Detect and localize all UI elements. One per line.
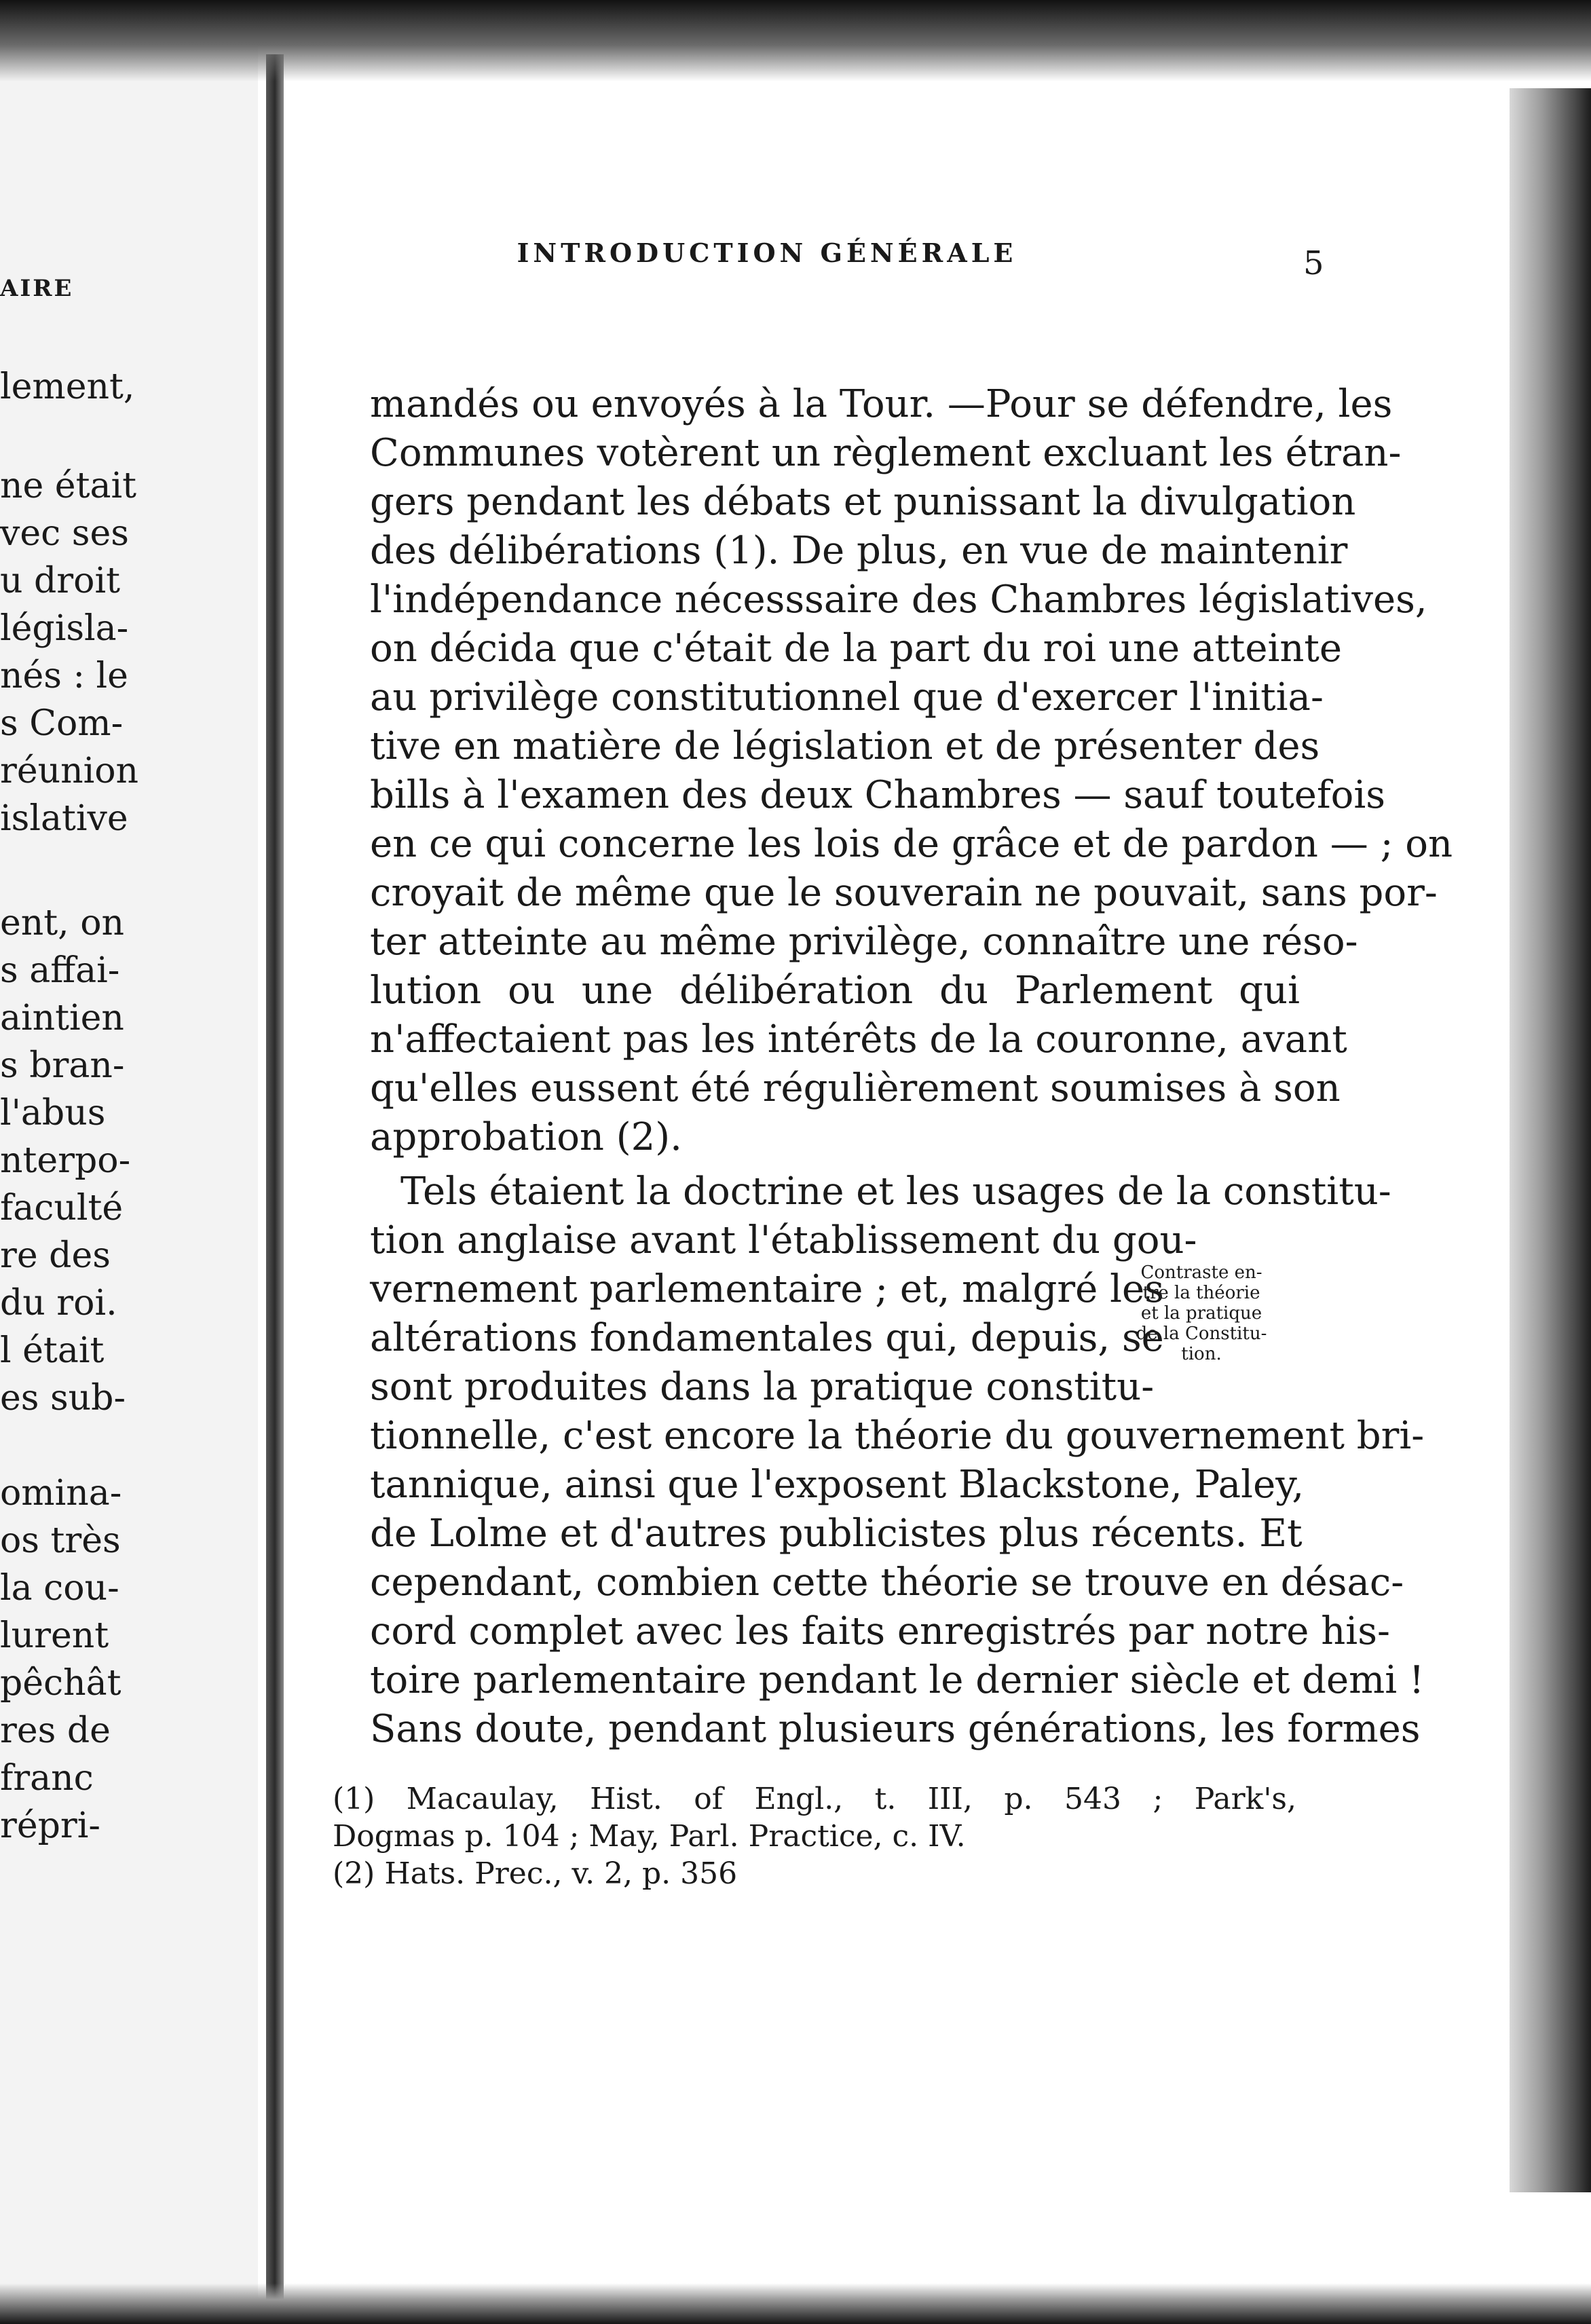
page-edge-shadow — [1510, 88, 1591, 2192]
body-line: l'indépendance nécesssaire des Chambres législatives, — [370, 578, 1427, 622]
left-line: la cou- — [0, 1568, 119, 1609]
left-line: u droit — [0, 561, 120, 601]
left-line: os très — [0, 1520, 121, 1561]
body-line: cependant, combien cette théorie se trouve en désac- — [370, 1560, 1404, 1605]
book-gutter — [266, 54, 284, 2324]
margin-note-line: de la Constitu- — [1136, 1324, 1267, 1344]
body-line: des délibérations (1). De plus, en vue de maintenir — [370, 529, 1348, 573]
left-line: nés : le — [0, 656, 128, 696]
body-line: mandés ou envoyés à la Tour. —Pour se défendre, les — [370, 382, 1393, 426]
left-line: lement, — [0, 367, 135, 407]
body-line: sont produites dans la pratique constitu- — [370, 1365, 1155, 1409]
body-line: tannique, ainsi que l'exposent Blackstone, Paley, — [370, 1463, 1305, 1507]
body-line: Tels étaient la doctrine et les usages de la constitu- — [400, 1169, 1391, 1214]
left-line: vec ses — [0, 513, 129, 554]
body-line: Communes votèrent un règlement excluant les étran- — [370, 431, 1402, 475]
left-line: du roi. — [0, 1283, 117, 1324]
footnote-line: (2) Hats. Prec., v. 2, p. 356 — [333, 1856, 738, 1891]
body-line: Sans doute, pendant plusieurs générations, les formes — [370, 1707, 1421, 1751]
footnote-line: Dogmas p. 104 ; May, Parl. Practice, c. IV. — [333, 1819, 966, 1854]
body-line: tive en matière de législation et de présenter des — [370, 724, 1320, 768]
footnote-line: (1) Macaulay, Hist. of Engl., t. III, p. 543 ; Park's, — [333, 1782, 1296, 1816]
left-line: es sub- — [0, 1378, 126, 1419]
left-line: omina- — [0, 1473, 122, 1514]
margin-note — [1100, 1262, 1303, 1364]
left-line: faculté — [0, 1188, 124, 1229]
left-line: lurent — [0, 1615, 109, 1656]
body-line: cord complet avec les faits enregistrés par notre his- — [370, 1609, 1390, 1653]
left-line: législa- — [0, 608, 129, 649]
left-line: franc — [0, 1758, 94, 1799]
bottom-scan-shadow — [0, 2283, 1591, 2324]
left-line: res de — [0, 1710, 111, 1751]
left-line: l était — [0, 1330, 105, 1371]
left-line: s bran- — [0, 1045, 125, 1086]
body-line: vernement parlementaire ; et, malgré les — [370, 1267, 1164, 1311]
body-line: approbation (2). — [370, 1115, 682, 1159]
top-scan-shadow — [0, 0, 1591, 81]
body-line: toire parlementaire pendant le dernier siècle et demi ! — [370, 1658, 1425, 1702]
left-line: pêchât — [0, 1663, 121, 1704]
body-line: bills à l'examen des deux Chambres — sauf toutefois — [370, 773, 1386, 817]
running-head: INTRODUCTION GÉNÉRALE — [517, 238, 1017, 268]
left-line: islative — [0, 798, 128, 839]
left-line: aintien — [0, 998, 124, 1038]
body-line: qu'elles eussent été régulièrement soumises à son — [370, 1066, 1341, 1110]
body-line: ter atteinte au même privilège, connaître une réso- — [370, 920, 1358, 964]
left-line: l'abus — [0, 1093, 106, 1133]
margin-note-line: Contraste en- — [1140, 1262, 1262, 1283]
body-line: n'affectaient pas les intérêts de la couronne, avant — [370, 1017, 1347, 1062]
body-line: lution ou une délibération du Parlement qui — [370, 969, 1300, 1013]
left-line: réunion — [0, 751, 139, 791]
body-line: au privilège constitutionnel que d'exercer l'initia- — [370, 675, 1324, 719]
left-page — [0, 0, 258, 2324]
left-line: répri- — [0, 1805, 100, 1846]
body-line: on décida que c'était de la part du roi une atteinte — [370, 626, 1343, 671]
left-line: ent, on — [0, 903, 125, 943]
margin-note-line: et la pratique — [1140, 1303, 1262, 1324]
body-line: tion anglaise avant l'établissement du gou- — [370, 1218, 1197, 1262]
left-line: nterpo- — [0, 1140, 131, 1181]
margin-note-line: tre la théorie — [1142, 1283, 1260, 1303]
left-line: s affai- — [0, 950, 120, 991]
page-number: 5 — [1303, 244, 1324, 282]
left-line: re des — [0, 1235, 111, 1276]
left-line: s Com- — [0, 703, 124, 744]
margin-note-line: tion. — [1181, 1344, 1222, 1364]
body-line: altérations fondamentales qui, depuis, se — [370, 1316, 1164, 1360]
body-line: tionnelle, c'est encore la théorie du gouvernement bri- — [370, 1414, 1425, 1458]
body-line: en ce qui concerne les lois de grâce et de pardon — ; on — [370, 822, 1453, 866]
body-line: de Lolme et d'autres publicistes plus récents. Et — [370, 1512, 1303, 1556]
left-line: ne était — [0, 466, 136, 506]
body-line: croyait de même que le souverain ne pouvait, sans por- — [370, 871, 1438, 915]
body-line: gers pendant les débats et punissant la divulgation — [370, 480, 1356, 524]
left-running-head: AIRE — [0, 275, 74, 302]
